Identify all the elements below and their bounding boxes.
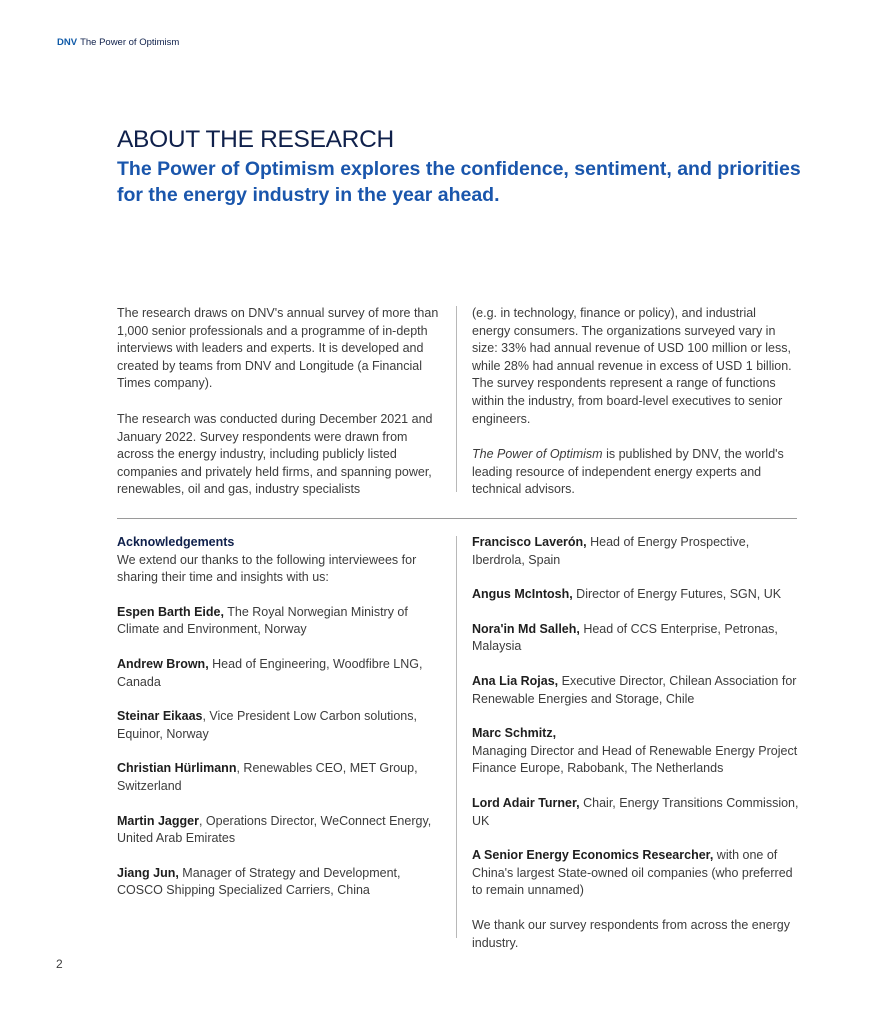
interviewee-role: Head of CCS Enterprise, Petronas, Malaysia [472,621,778,654]
page-number: 2 [56,957,63,971]
interviewee-name: Andrew Brown, [117,656,209,671]
intro-right-column [472,305,794,517]
acknowledgements-right-column [472,534,802,969]
acknowledgements-heading: Acknowledgements [117,535,235,549]
interviewee-name: Lord Adair Turner, [472,795,580,810]
interviewee-name: Ana Lia Rojas, [472,673,559,688]
interviewee-item [472,725,802,778]
interviewee-name: Jiang Jun, [117,865,179,880]
interviewee-role: , Operations Director, WeConnect Energy, United Arab Emirates [117,813,432,846]
header-title: The Power of Optimism [80,37,180,48]
acknowledgements-intro [117,534,447,587]
column-divider-top [456,306,457,492]
intro-paragraph-3: (e.g. in technology, finance or policy), and industrial energy consumers. The organizations surveyed vary in size: 33% had annual revenue of USD 100 million or less, while 28% had annual revenue in excess of USD 1 billion. The survey respondents represent a range of functions within the industry, from board-level executives to senior engineers. [472,306,792,426]
interviewee-item [472,534,802,569]
interviewee-item [117,604,447,639]
interviewee-role: Executive Director, Chilean Association for Renewable Energies and Storage, Chile [472,673,797,706]
column-divider-bottom [456,536,457,938]
interviewee-role: , Renewables CEO, MET Group, Switzerland [117,761,418,793]
brand-logo-text: DNV [57,37,78,48]
acknowledgements-left-column [117,534,447,917]
interviewee-role: Managing Director and Head of Renewable Energy Project Finance Europe, Rabobank, The Netherlands [472,743,798,776]
acknowledgements-intro-text: We extend our thanks to the following interviewees for sharing their time and insights with us: [117,552,417,585]
interviewee-role: Manager of Strategy and Development, COSCO Shipping Specialized Carriers, China [117,865,401,898]
page-subtitle: The Power of Optimism explores the confidence, sentiment, and priorities for the energy industry in the year ahead. [117,158,801,206]
interviewee-item [117,760,447,795]
interviewee-role: with one of China's largest State-owned oil companies (who preferred to remain unnamed) [472,848,793,898]
interviewee-role: , Vice President Low Carbon solutions, Equinor, Norway [117,709,417,741]
interviewee-name: Martin Jagger [117,813,199,828]
interviewee-item [472,673,802,708]
interviewee-item [472,586,802,604]
publication-title: The Power of Optimism [472,447,603,462]
interviewee-role: The Royal Norwegian Ministry of Climate and Environment, Norway [117,604,408,637]
interviewee-name: Nora'in Md Salleh, [472,621,580,636]
interviewee-name: Espen Barth Eide, [117,604,224,619]
interviewee-role: Head of Engineering, Woodfibre LNG, Canada [117,656,423,689]
interviewee-item [117,656,447,691]
intro-paragraph-1: The research draws on DNV's annual survey of more than 1,000 senior professionals and a programme of in-depth interviews with leaders and experts. It is developed and created by teams from DNV and Longitude (a Financial Times company). [117,306,439,391]
intro-paragraph-4 [472,446,794,499]
interviewee-name: Francisco Laverón, [472,535,587,549]
running-header [57,37,179,48]
interviewee-item [472,621,802,656]
page-title: ABOUT THE RESEARCH [117,126,394,153]
publication-description: is published by DNV, the world's leading resource of independent energy experts and technical advisors. [472,447,784,497]
intro-left-column [117,305,439,517]
section-divider [117,518,797,519]
interviewee-item [117,708,447,743]
interviewee-name: Marc Schmitz, [472,726,557,741]
interviewee-item [117,813,447,848]
interviewee-name: Christian Hürlimann [117,761,237,776]
interviewee-name: Angus McIntosh, [472,587,573,602]
interviewee-role: Head of Energy Prospective, Iberdrola, Spain [472,535,750,567]
interviewee-item [117,865,447,900]
interviewee-name: Steinar Eikaas [117,709,203,724]
interviewee-role: Chair, Energy Transitions Commission, UK [472,795,799,828]
acknowledgements-closing: We thank our survey respondents from across the energy industry. [472,917,790,950]
intro-paragraph-2: The research was conducted during December 2021 and January 2022. Survey respondents were drawn from across the energy industry, including publicly listed companies and privately held firms, and spanning power, renewables, oil and gas, industry specialists [117,411,433,497]
interviewee-role: Director of Energy Futures, SGN, UK [572,587,782,602]
interviewee-item [472,847,802,900]
interviewee-item [472,795,802,830]
interviewee-name: A Senior Energy Economics Researcher, [472,848,714,863]
